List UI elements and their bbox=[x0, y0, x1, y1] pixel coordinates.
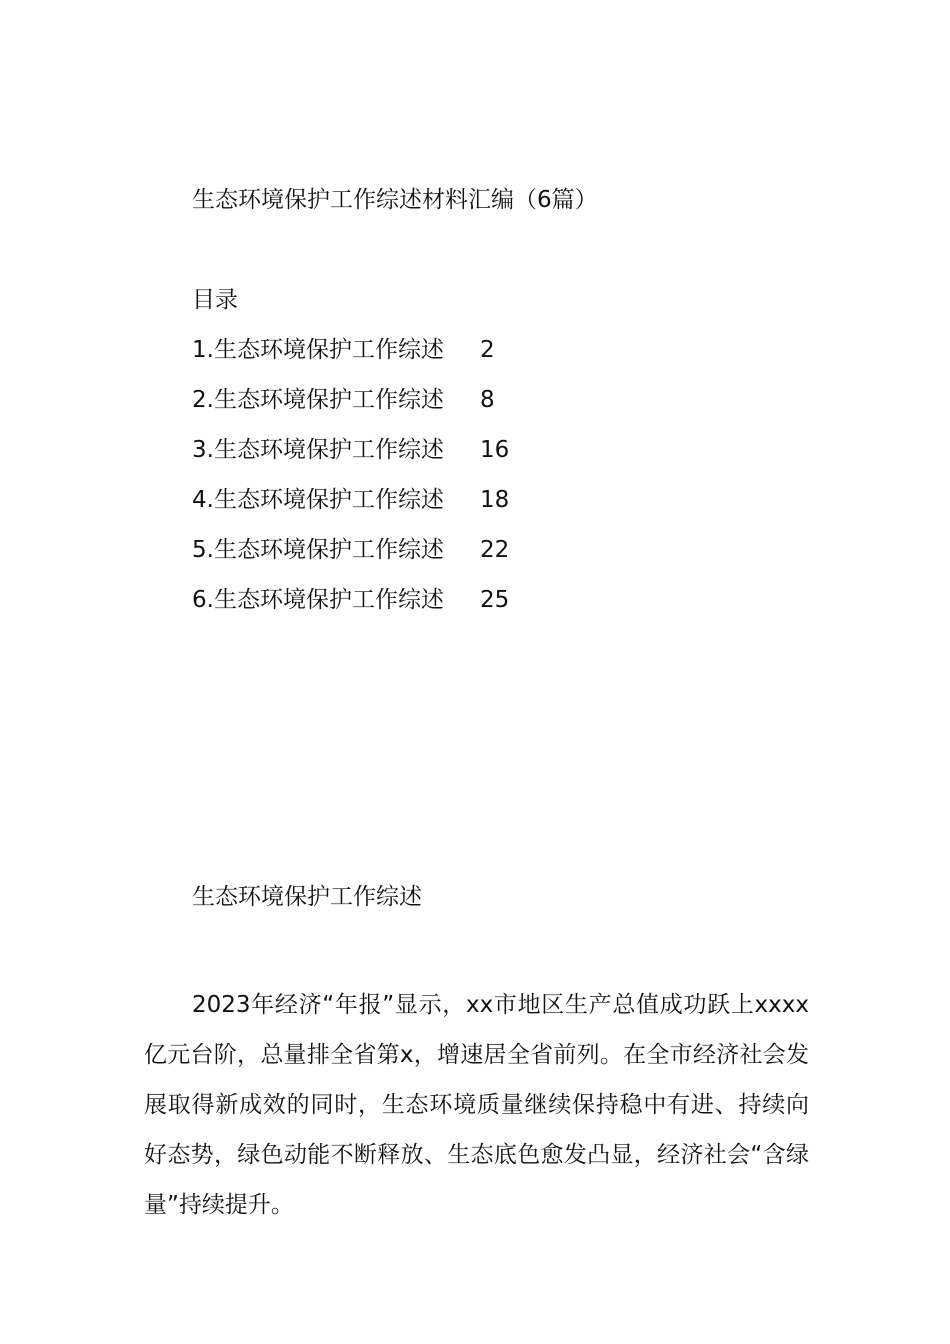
toc-item[interactable] bbox=[192, 583, 509, 633]
toc-item-label: 4.生态环境保护工作综述 bbox=[192, 487, 444, 513]
toc-item[interactable] bbox=[192, 383, 509, 433]
document-title: 生态环境保护工作综述材料汇编（6篇） bbox=[192, 187, 598, 213]
toc-item[interactable] bbox=[192, 433, 509, 483]
toc-item-page: 22 bbox=[480, 537, 510, 563]
toc-item-page: 25 bbox=[480, 587, 510, 613]
section-title: 生态环境保护工作综述 bbox=[192, 884, 422, 910]
toc-item-page: 18 bbox=[480, 487, 510, 513]
toc-item-label: 2.生态环境保护工作综述 bbox=[192, 387, 444, 413]
table-of-contents bbox=[192, 333, 509, 633]
toc-item-label: 6.生态环境保护工作综述 bbox=[192, 587, 444, 613]
toc-item-label: 5.生态环境保护工作综述 bbox=[192, 537, 444, 563]
toc-item-page: 2 bbox=[480, 337, 495, 363]
toc-item[interactable] bbox=[192, 483, 509, 533]
toc-item-label: 3.生态环境保护工作综述 bbox=[192, 437, 444, 463]
toc-item[interactable] bbox=[192, 333, 509, 383]
toc-heading: 目录 bbox=[192, 287, 238, 313]
toc-item-page: 8 bbox=[480, 387, 495, 413]
body-paragraph: 2023年经济“年报”显示，xx市地区生产总值成功跃上xxxx亿元台阶，总量排全省第x，增速居全省前列。在全市经济社会发展取得新成效的同时，生态环境质量继续保持稳中有进、持续向好态势，绿色动能不断释放、生态底色愈发凸显，经济社会“含绿量”持续提升。 bbox=[144, 992, 809, 1218]
toc-item-label: 1.生态环境保护工作综述 bbox=[192, 337, 444, 363]
toc-item[interactable] bbox=[192, 533, 509, 583]
toc-item-page: 16 bbox=[480, 437, 510, 463]
